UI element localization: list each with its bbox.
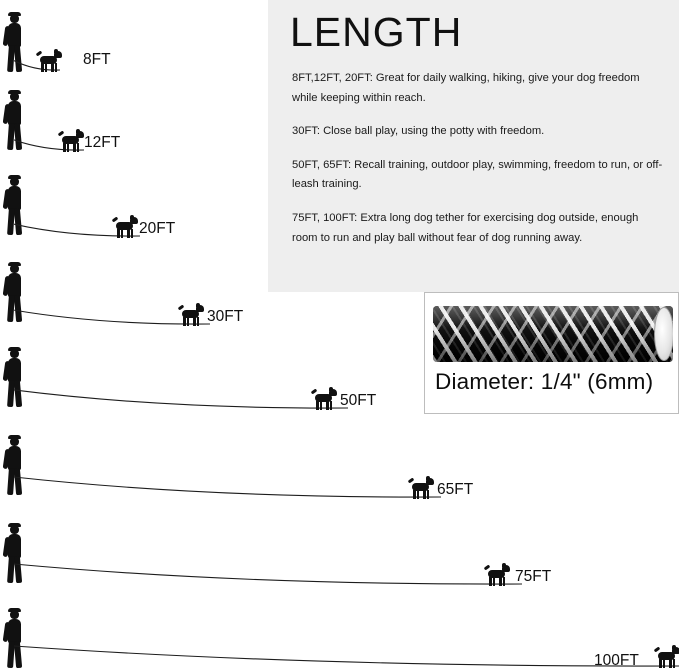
rope-end-cap bbox=[654, 307, 673, 361]
rope-shading bbox=[433, 306, 673, 362]
length-label: 30FT bbox=[207, 308, 244, 325]
dog-silhouette bbox=[311, 388, 337, 410]
info-paragraph-4: 75FT, 100FT: Extra long dog tether for exercising dog outside, enough room to run and play ball without fear of dog running away. bbox=[292, 212, 639, 244]
length-label: 12FT bbox=[84, 134, 121, 151]
length-label: 20FT bbox=[139, 220, 176, 237]
diameter-caption: Diameter: 1/4" (6mm) bbox=[435, 369, 654, 394]
leash-line bbox=[14, 384, 348, 410]
dog-silhouette bbox=[484, 564, 510, 586]
dog-silhouette bbox=[178, 304, 204, 326]
length-label: 65FT bbox=[437, 481, 474, 498]
leash-line bbox=[14, 560, 522, 586]
length-label: 100FT bbox=[594, 652, 639, 669]
dog-silhouette bbox=[36, 50, 62, 72]
length-label: 50FT bbox=[340, 392, 377, 409]
info-paragraph-1: 8FT,12FT, 20FT: Great for daily walking, hiking, give your dog freedom while keeping within reach. bbox=[292, 72, 640, 104]
diameter-callout bbox=[424, 292, 679, 414]
length-label: 75FT bbox=[515, 568, 552, 585]
page-title: LENGTH bbox=[290, 9, 463, 55]
dog-silhouette bbox=[58, 130, 84, 152]
info-panel bbox=[268, 0, 679, 292]
dog-silhouette bbox=[654, 646, 679, 668]
rope-image bbox=[433, 306, 673, 362]
dog-silhouette bbox=[112, 216, 138, 238]
leash-line bbox=[14, 642, 679, 668]
dog-silhouette bbox=[408, 477, 434, 499]
length-label: 8FT bbox=[83, 51, 111, 68]
info-paragraph-2: 30FT: Close ball play, using the potty with freedom. bbox=[292, 125, 545, 138]
info-paragraph-3: 50FT, 65FT: Recall training, outdoor play, swimming, freedom to run, or off-leash training. bbox=[292, 158, 663, 191]
leash-line bbox=[14, 473, 441, 499]
